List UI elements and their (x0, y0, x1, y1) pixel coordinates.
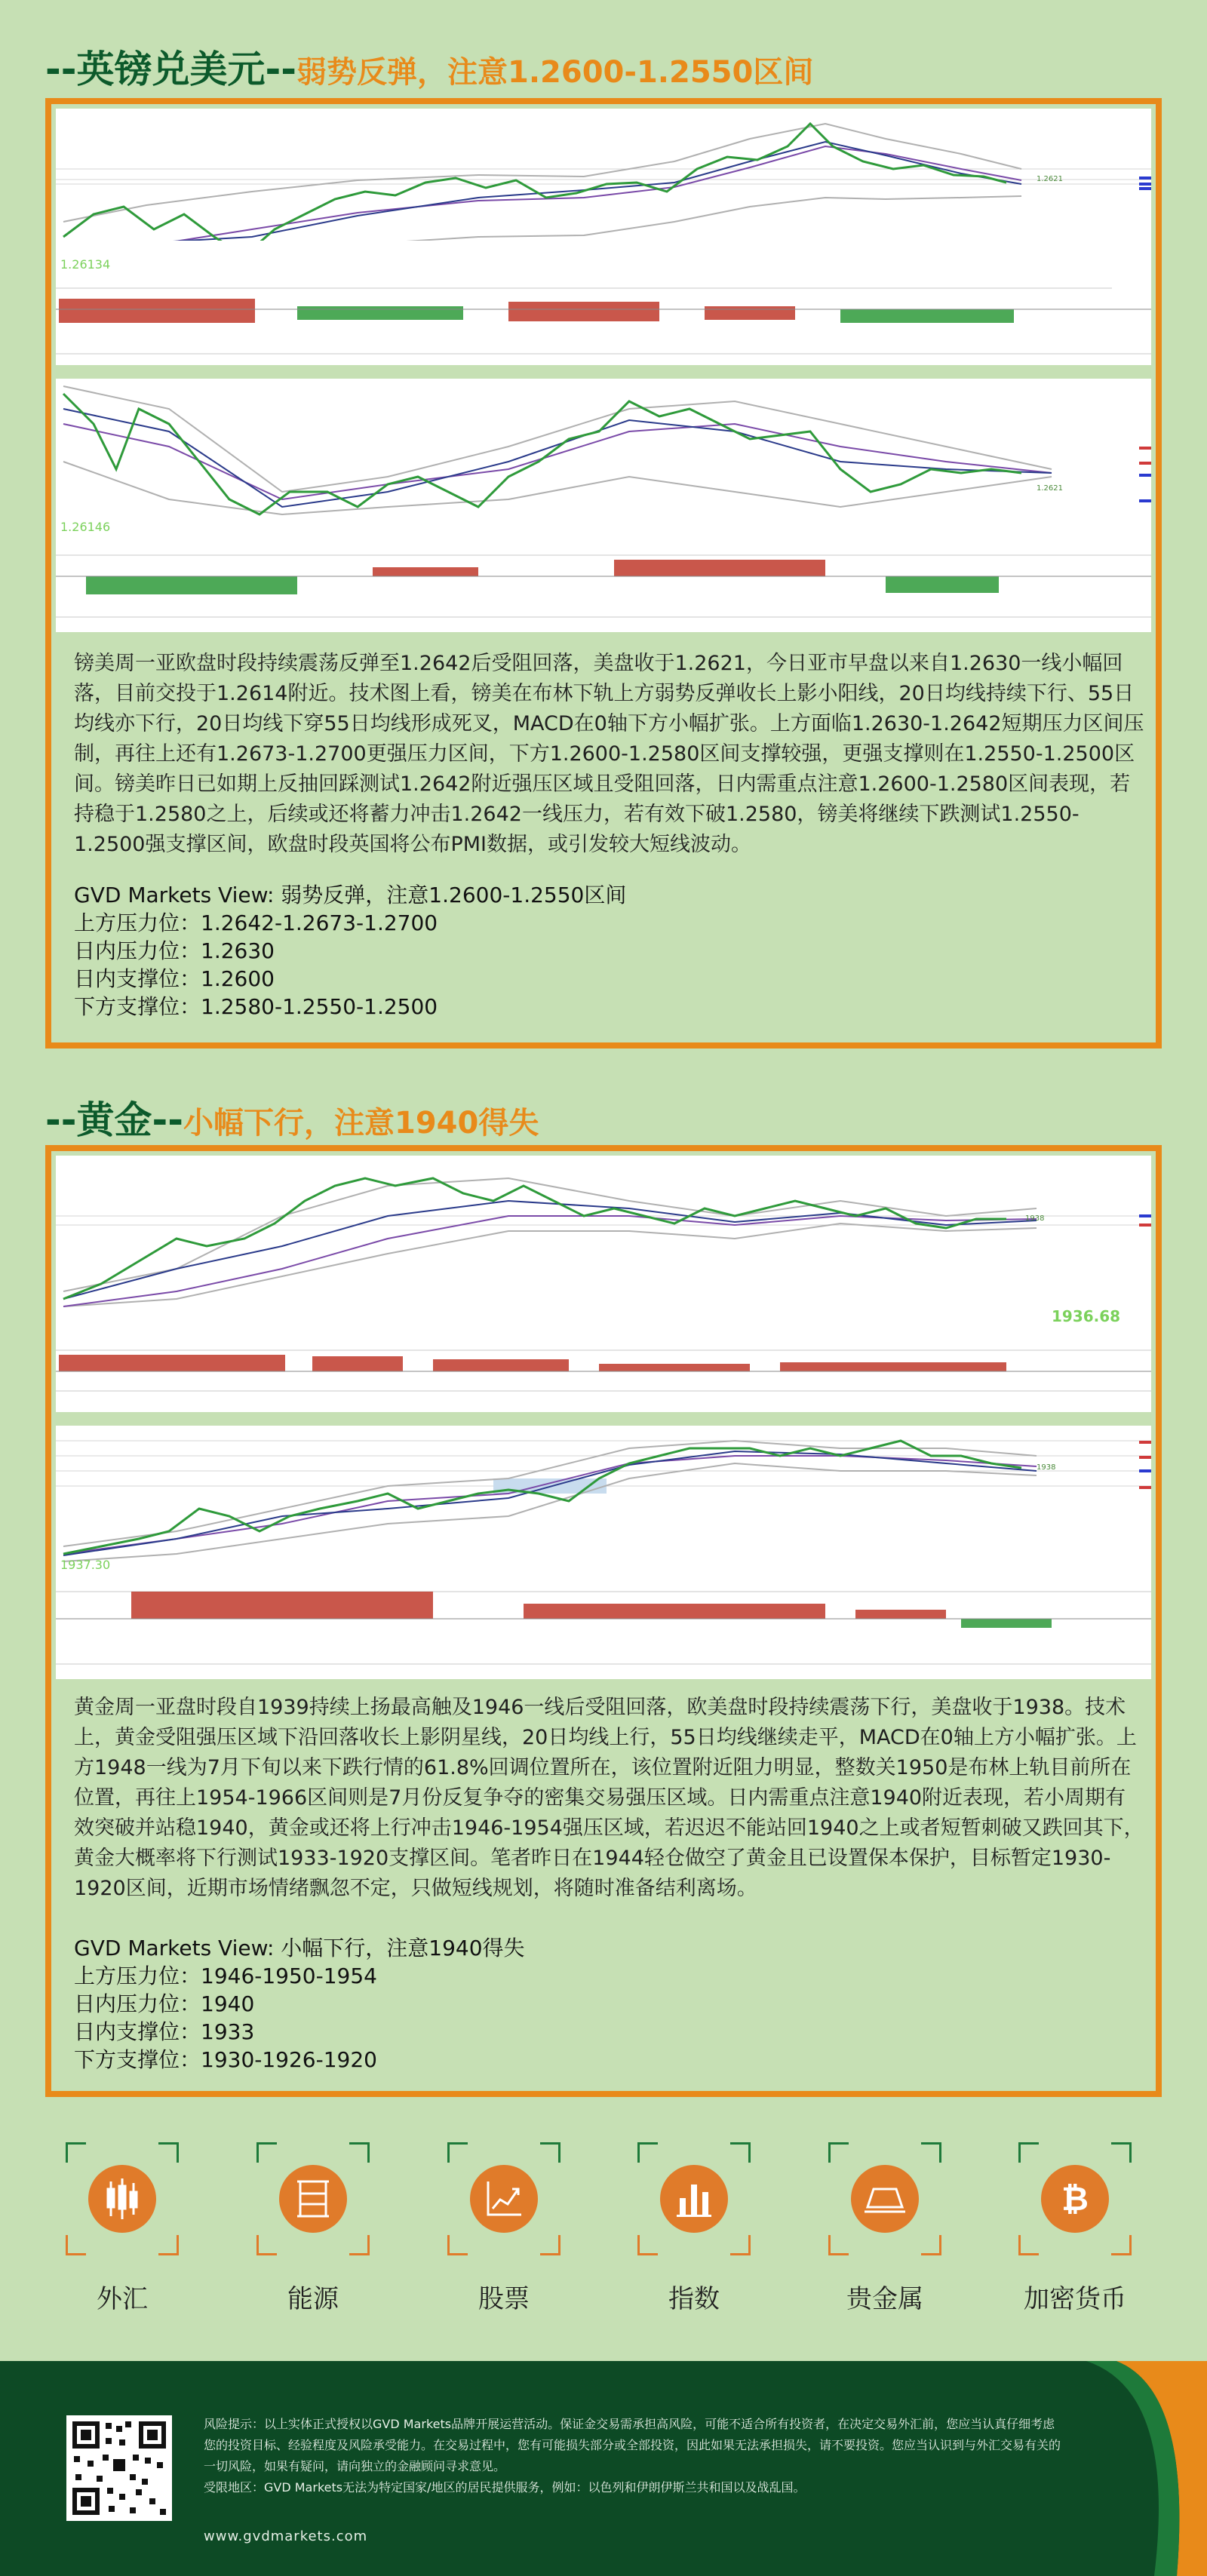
gbp-c2-lower-band (63, 462, 1052, 514)
gold-section-title (45, 1090, 539, 1144)
product-categories (0, 2142, 1207, 2338)
index-bars-icon (660, 2165, 728, 2233)
gold-bar-icon (851, 2165, 919, 2233)
gold-c1-lower-band (63, 1224, 1037, 1306)
gbp-chart-2-svg (56, 379, 1151, 632)
gold-c2-lower-band (63, 1463, 1037, 1561)
gold-title-main: --黄金-- (45, 1098, 184, 1142)
forex-candlestick-icon (88, 2165, 156, 2233)
gold-chart-1-svg (56, 1156, 1151, 1412)
gbp-intraday-resistance: 日内压力位：1.2630 (74, 938, 275, 963)
gold-panel (45, 1145, 1162, 2097)
gbp-section-title (45, 39, 813, 94)
gbp-c1-price-label: 1.26134 (60, 257, 111, 272)
gold-view-headline: GVD Markets View: 小幅下行，注意1940得失 (74, 1936, 525, 1960)
category-label: 外汇 (97, 2284, 148, 2314)
gold-chart-2-svg (56, 1426, 1151, 1679)
gold-title-sub: 小幅下行，注意1940得失 (183, 1106, 539, 1141)
category-stocks[interactable] (444, 2142, 564, 2315)
gold-c1-price-label: 1936.68 (1052, 1307, 1121, 1325)
category-label: 股票 (478, 2284, 530, 2314)
gold-view-block (74, 1934, 1145, 2074)
gbp-title-main: --英镑兑美元-- (45, 48, 297, 91)
gold-c1-upper-band (63, 1178, 1037, 1291)
category-label: 加密货币 (1024, 2284, 1126, 2314)
gold-chart-2 (56, 1426, 1151, 1679)
gold-upper-resistance: 上方压力位：1946-1950-1954 (74, 1963, 377, 1988)
gbp-chart-1 (56, 109, 1151, 365)
gbp-c2-price-label: 1.26146 (60, 520, 111, 534)
website-link[interactable]: www.gvdmarkets.com (204, 2528, 368, 2544)
bitcoin-icon (1041, 2165, 1109, 2233)
gold-intraday-support: 日内支撑位：1933 (74, 2019, 255, 2044)
gbp-intraday-support: 日内支撑位：1.2600 (74, 966, 275, 991)
gbp-upper-resistance: 上方压力位：1.2642-1.2673-1.2700 (74, 910, 438, 935)
footer-disclaimer (204, 2414, 1064, 2498)
gbp-chart-1-svg (56, 109, 1151, 365)
gbp-c2-ma2 (63, 409, 1052, 507)
gbp-c2-right-label: 1.2621 (1037, 484, 1063, 493)
gbp-panel (45, 98, 1162, 1049)
gold-c1-price (63, 1178, 1006, 1299)
stock-chart-icon (470, 2165, 538, 2233)
risk-warning: 风险提示：以上实体正式授权以GVD Markets品牌开展运营活动。保证金交易需承担高风险，可能不适合所有投资者，在决定交易外汇前，您应当认真仔细考虑您的投资目标、经验程度及风险承受能力。在交易过程中，您有可能损失部分或全部投资，因此如果无法承担损失，请不要投资。您应当认识到与外汇交易有关的一切风险，如果有疑问，请向独立的金融顾问寻求意见。 (204, 2417, 1061, 2473)
gold-intraday-resistance: 日内压力位：1940 (74, 1991, 255, 2016)
gold-analysis-text: 黄金周一亚盘时段自1939持续上扬最高触及1946一线后受阻回落，欧美盘时段持续震荡下行，美盘收于1938。技术上，黄金受阻强压区域下沿回落收长上影阴星线，20日均线上行，55日均线继续走平，MACD在0轴上方小幅扩张。上方1948一线为7月下旬以来下跌行情的61.8%回调位置所在，该位置附近阻力明显，整数关1950是布林上轨目前所在位置，再往上1954-1966区间则是7月份反复争夺的密集交易强压区域。日内需重点注意1940附近表现，若小周期有效突破并站稳1940，黄金或还将上行冲击1946-1954强压区域，若迟迟不能站回1940之上或者短暂刺破又跌回其下，黄金大概率将下行测试1933-1920支撑区间。笔者昨日在1944轻仓做空了黄金且已设置保本保护，目标暂定1930-1920区间，近期市场情绪飘忽不定，只做短线规划，将随时准备结利离场。 (74, 1696, 1144, 1900)
gold-c2-right-label: 1938 (1037, 1463, 1056, 1472)
gbp-title-sub: 弱势反弹，注意1.2600-1.2550区间 (296, 55, 814, 90)
category-energy[interactable] (253, 2142, 373, 2315)
gbp-c2-ma (63, 424, 1052, 499)
gold-c1-macd (59, 1355, 1006, 1371)
restricted-regions: 受限地区：GVD Markets无法为特定国家/地区的居民提供服务，例如：以色列和伊朗伊斯兰共和国以及战乱国。 (204, 2480, 806, 2495)
svg-text:₿: ₿ (1061, 2180, 1089, 2218)
gbp-view-block (74, 881, 1145, 1021)
energy-barrel-icon (279, 2165, 347, 2233)
gbp-c1-upper-band (63, 124, 1021, 222)
qr-code (66, 2415, 172, 2521)
gbp-c2-price (63, 394, 1021, 514)
category-label: 能源 (287, 2284, 339, 2314)
gold-c2-macd (131, 1592, 1052, 1628)
gbp-view-headline: GVD Markets View: 弱势反弹，注意1.2600-1.2550区间 (74, 883, 627, 907)
category-forex[interactable] (62, 2142, 183, 2315)
gold-c1-right-label: 1938 (1025, 1214, 1045, 1223)
gold-chart-1 (56, 1156, 1151, 1412)
gbp-lower-support: 下方支撑位：1.2580-1.2550-1.2500 (74, 994, 438, 1019)
gbp-c1-right-label: 1.2621 (1037, 175, 1063, 183)
gbp-chart-2 (56, 379, 1151, 632)
category-index[interactable] (634, 2142, 754, 2315)
gbp-analysis-text: 镑美周一亚欧盘时段持续震荡反弹至1.2642后受阻回落，美盘收于1.2621，今日亚市早盘以来自1.2630一线小幅回落，目前交投于1.2614附近。技术图上看，镑美在布林下轨上方弱势反弹收长上影小阳线，20日均线持续下行、55日均线亦下行，20日均线下穿55日均线形成死叉，MACD在0轴下方小幅扩张。上方面临1.2630-1.2642短期压力区间压制，再往上还有1.2673-1.2700更强压力区间，下方1.2600-1.2580区间支撑较强，更强支撑则在1.2550-1.2500区间。镑美昨日已如期上反抽回踩测试1.2642附近强压区域且受阻回落，日内需重点注意1.2600-1.2580区间表现，若持稳于1.2580之上，后续或还将蓄力冲击1.2642一线压力，若有效下破1.2580，镑美将继续下跌测试1.2550-1.2500强支撑区间，欧盘时段英国将公布PMI数据，或引发较大短线波动。 (74, 652, 1144, 856)
category-label: 指数 (668, 2284, 720, 2314)
gbp-c2-macd (86, 560, 999, 594)
gold-c2-price-label: 1937.30 (60, 1558, 111, 1572)
category-crypto[interactable] (1015, 2142, 1135, 2315)
category-precious-metals[interactable] (825, 2142, 945, 2315)
category-label: 贵金属 (846, 2284, 923, 2314)
footer (0, 2361, 1207, 2576)
gold-lower-support: 下方支撑位：1930-1926-1920 (74, 2047, 377, 2072)
